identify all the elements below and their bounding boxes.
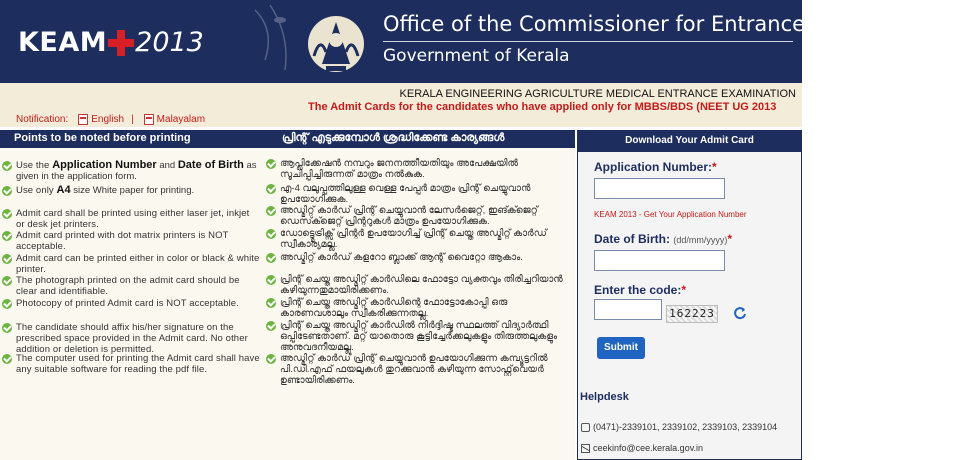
pdf-icon: [78, 114, 88, 125]
list-item: അഡ്മിറ്റ് കാർഡ് പ്രിന്റ് ചെയ്യുവാൻ ഉപയോഗിക്കുന്ന കമ്പ്യൂട്ടറിൽ പി.ഡി.എഫ് ഫയലുകൾ തുറക്കുവാൻ കഴിയുന്ന സോഫ്റ്റ്‌വെയർ ഉണ്ടായിരിക്കണം.: [266, 353, 571, 386]
check-icon: [266, 229, 276, 239]
list-item: The computer used for printing the Admit card shall have any suitable software for reading the pdf file.: [2, 353, 260, 375]
leaf-motif-decoration: [250, 0, 300, 83]
check-icon: [2, 209, 12, 219]
exam-full-name: KERALA ENGINEERING AGRICULTURE MEDICAL ENTRANCE EXAMINATION: [399, 88, 796, 100]
list-item: The photograph printed on the admit card should be clear and identifiable.: [2, 275, 260, 297]
application-number-help[interactable]: KEAM 2013 - Get Your Application Number: [594, 210, 747, 219]
logo-word: KEAM: [18, 27, 108, 58]
check-icon: [2, 276, 12, 286]
notification-bar: [16, 114, 205, 125]
list-item: പ്രിന്റ് ചെയ്ത അഡ്മിറ്റ് കാർഡിൽ നിർദ്ദിഷ്ട സ്ഥലത്ത് വിദ്യാർത്ഥി ഒപ്പിടേണ്ടതാണ്. മറ്റ് യാതൊരു കൂട്ടിച്ചേർക്കലുകളും തിരുത്തലുകളും അനുവദനീയമല്ല.: [266, 320, 571, 353]
captcha-label: Enter the code:*: [594, 283, 687, 297]
form-heading: Download Your Admit Card: [577, 130, 802, 152]
announcement-marquee: The Admit Cards for the candidates who have applied only for MBBS/BDS (NEET UG 2013: [308, 101, 777, 113]
list-item: Admit card can be printed either in color or black & white printer.: [2, 253, 260, 275]
site-header: [0, 0, 954, 83]
check-icon: [2, 323, 12, 333]
check-icon: [2, 354, 12, 364]
mail-icon: [581, 444, 590, 453]
instructions-header: [0, 130, 575, 148]
list-item: എ-4 വലുപ്പത്തിലുള്ള വെള്ള പേപ്പർ മാത്രം പ്രിന്റ് ചെയ്യുവാൻ ഉപയോഗിക്കുക.: [266, 183, 571, 205]
notification-malayalam-link[interactable]: Malayalam: [156, 114, 206, 125]
check-icon: [266, 184, 276, 194]
captcha-input[interactable]: [594, 299, 662, 320]
header-divider: [383, 41, 793, 42]
dob-format-hint: (dd/mm/yyyy): [673, 235, 728, 245]
check-icon: [2, 186, 12, 196]
required-mark: *: [681, 283, 687, 297]
phone-icon: [581, 423, 590, 432]
required-mark: *: [727, 232, 733, 246]
application-number-label: Application Number:*: [594, 160, 717, 174]
list-item: Use only A4 size White paper for printing.: [2, 185, 260, 196]
check-icon: [2, 161, 12, 171]
list-item: Admit card shall be printed using either laser jet, inkjet or desk jet printers.: [2, 208, 260, 230]
check-icon: [2, 299, 12, 309]
list-item: ആപ്ലിക്കേഷൻ നമ്പറും ജനനത്തീയതിയും അപേക്ഷയിൽ സൂചിപ്പിച്ചിരുന്നത് മാത്രം നൽകുക.: [266, 158, 571, 180]
dob-input[interactable]: [594, 250, 725, 271]
required-mark: *: [712, 160, 717, 174]
office-subtitle: Government of Kerala: [383, 46, 570, 66]
check-icon: [266, 159, 276, 169]
helpdesk-phone: (0471)-2339101, 2339102, 2339103, 2339104: [581, 422, 777, 432]
pdf-icon: [144, 114, 154, 125]
check-icon: [266, 321, 276, 331]
list-item: Photocopy of printed Admit card is NOT acceptable.: [2, 298, 260, 309]
list-item: അഡ്മിറ്റ് കാർഡ് കളറോ ബ്ലാക്ക് ആന്റ് വൈറ്റോ ആകാം.: [266, 252, 571, 263]
list-item: Use the Application Number and Date of Birth as given in the application form.: [2, 160, 260, 182]
list-item: പ്രിന്റ് ചെയ്ത അഡ്മിറ്റ് കാർഡിന്റെ ഫോട്ടോകോപ്പി ഒരു കാരണവശാലും സ്വീകരിക്കുന്നതല്ല.: [266, 297, 571, 319]
check-icon: [266, 275, 276, 285]
captcha-image: 162223: [666, 305, 718, 323]
check-icon: [266, 298, 276, 308]
office-title: Office of the Commissioner for Entrance Examinations: [383, 12, 954, 36]
check-icon: [2, 231, 12, 241]
logo-year: 2013: [135, 27, 204, 58]
check-icon: [266, 206, 276, 216]
list-item: അഡ്മിറ്റ് കാർഡ് പ്രിന്റ് ചെയ്യുവാൻ ലേസർജെറ്റ്, ഇങ്ക്ജെറ്റ് ഡെസ്ക്ജെറ്റ് പ്രിന്ററുകൾ മാത്രം ഉപയോഗിക്കുക.: [266, 205, 571, 227]
list-item: The candidate should affix his/her signature on the prescribed space provided in the Admit card. No other addition or deletion is permitted.: [2, 322, 260, 355]
dob-label: Date of Birth: (dd/mm/yyyy)*: [594, 232, 733, 246]
application-number-input[interactable]: [594, 178, 725, 199]
keam-logo[interactable]: [18, 27, 204, 58]
english-heading: Points to be noted before printing: [14, 132, 191, 144]
submit-button[interactable]: Submit: [597, 337, 645, 359]
kerala-emblem-icon: [300, 6, 372, 78]
helpdesk-email: ceekinfo@cee.kerala.gov.in: [581, 443, 703, 453]
list-item: പ്രിന്റ് ചെയ്ത അഡ്മിറ്റ് കാർഡിലെ ഫോട്ടോ വ്യക്തവും തിരിച്ചറിയാൻ കഴിയുന്നതുമായിരിക്കണം.: [266, 274, 571, 296]
check-icon: [266, 253, 276, 263]
refresh-captcha-icon[interactable]: [733, 306, 747, 320]
link-separator: |: [131, 114, 134, 125]
notification-english-link[interactable]: English: [91, 114, 125, 125]
red-cross-icon: [108, 30, 134, 56]
notification-label: Notification:: [16, 114, 69, 125]
check-icon: [266, 354, 276, 364]
list-item: ഡോട്ട്മെട്രിക്സ് പ്രിന്റർ ഉപയോഗിച്ച് പ്രിന്റ് ചെയ്ത അഡ്മിറ്റ് കാർഡ് സ്വീകാര്യമല്ല.: [266, 228, 571, 250]
malayalam-heading: പ്രിന്റ് എടുക്കുമ്പോൾ ശ്രദ്ധിക്കേണ്ട കാര്യങ്ങൾ: [282, 132, 505, 144]
helpdesk-title: Helpdesk: [580, 391, 629, 403]
check-icon: [2, 254, 12, 264]
list-item: Admit card printed with dot matrix printers is NOT acceptable.: [2, 230, 260, 252]
